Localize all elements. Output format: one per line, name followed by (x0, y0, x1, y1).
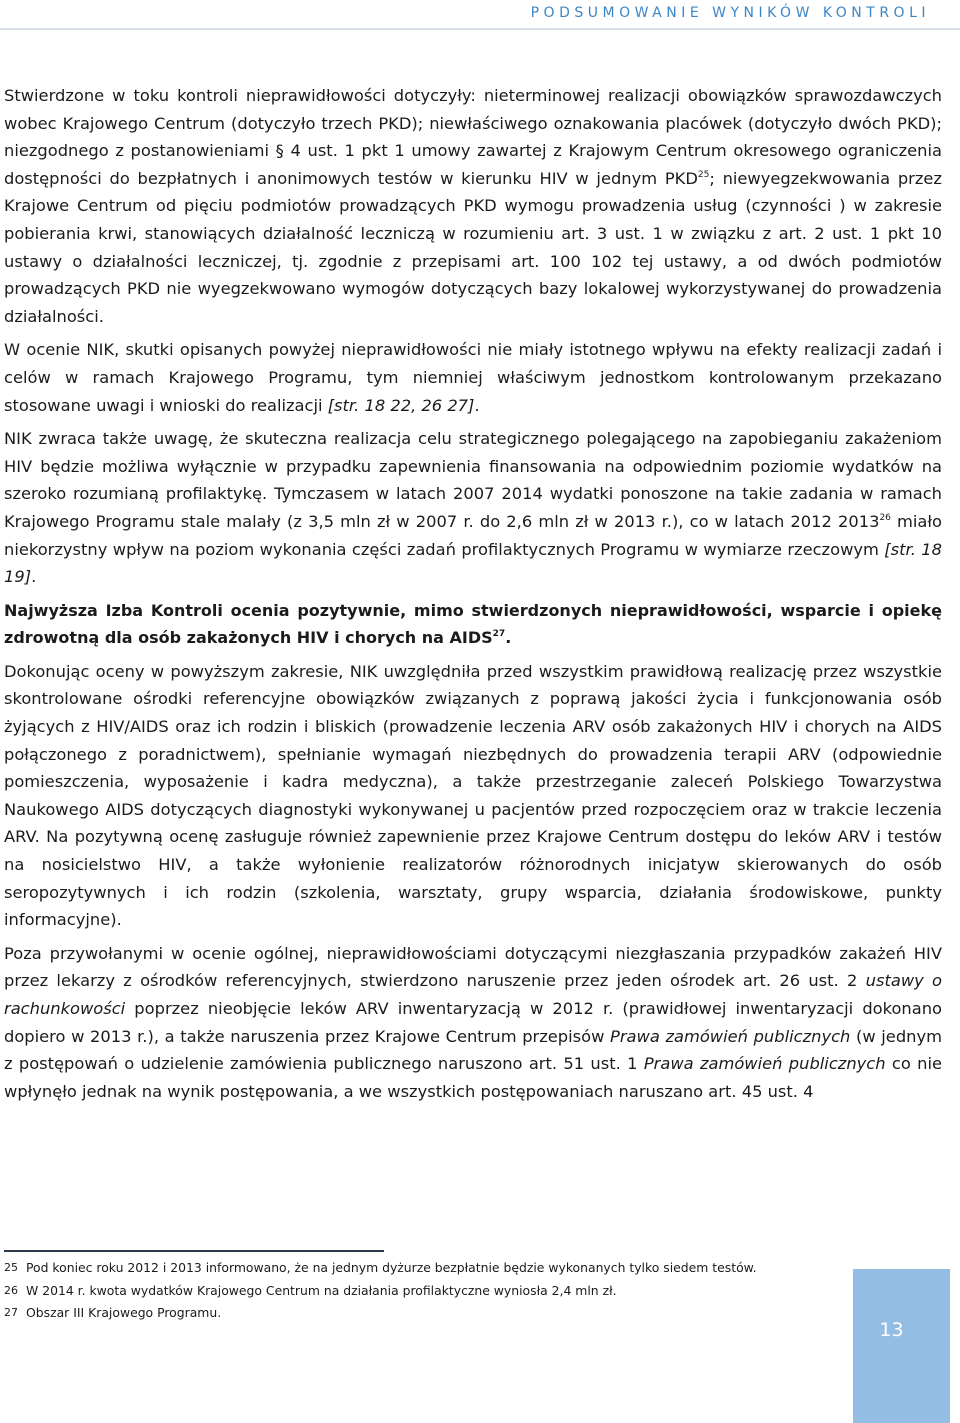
p4-text: Najwyższa Izba Kontroli ocenia pozytywnie, mimo stwierdzonych nieprawidłowości, wsparcie i opiekę zdrowotną dla osób zakażonych HIV i chorych na AIDS (4, 600, 942, 648)
p6-text-c: (w jednym z postępowań o udzielenie zamówienia publicznego naruszono art. 51 ust. 1 (4, 1026, 942, 1074)
p3-end: . (31, 567, 37, 587)
p6-italic-public-procurement-1: Prawa zamówień publicznych (610, 1026, 851, 1046)
p3-page-reference: [str. 18 19] (4, 539, 942, 587)
header-band (0, 0, 960, 30)
footnotes (4, 1250, 844, 1325)
footnote-divider (4, 1250, 384, 1252)
paragraph-nik-assessment (4, 336, 942, 419)
paragraph-other-violations (4, 940, 942, 1106)
paragraph-evaluation-details (4, 658, 942, 934)
paragraph-positive-assessment (4, 597, 942, 652)
footnote-text: Pod koniec roku 2012 i 2013 informowano, że na jednym dyżurze bezpłatnie będzie wykonanych tylko siedem testów. (26, 1260, 757, 1275)
running-header-title: PODSUMOWANIE WYNIKÓW KONTROLI (530, 5, 930, 21)
p2-end: . (474, 395, 480, 415)
page-number-box (853, 1269, 950, 1423)
p1-text-a: Stwierdzone w toku kontroli nieprawidłowości dotyczyły: nieterminowej realizacji obowiązków sprawozdawczych wobec Krajowego Centrum (dotyczyło trzech PKD); niewłaściwego oznakowania placówek (dotyczyło dwóch PKD); niezgodnego z postanowieniami § 4 ust. 1 pkt 1 umowy zawartej z Krajowym Centrum okresowego ograniczenia dostępności do bezpłatnych i anonimowych testów w kierunku HIV w jednym PKD (4, 86, 942, 188)
p3-text-a: NIK zwraca także uwagę, że skuteczna realizacja celu strategicznego polegającego na zapobieganiu zakażeniom HIV będzie możliwa wyłącznie w przypadku zapewnienia finansowania na odpowiednim poziomie wydatków na szeroko rozumianą profilaktykę. Tymczasem w latach 2007 2014 wydatki ponoszone na takie zadania w ramach Krajowego Programu stale malały (z 3,5 mln zł w 2007 r. do 2,6 mln zł w 2013 r.), co w latach 2012 2013 (4, 429, 942, 531)
main-content (4, 82, 942, 1111)
footnote-text: Obszar III Krajowego Programu. (26, 1305, 222, 1320)
p6-text-b: poprzez nieobjęcie leków ARV inwentaryzacją w 2012 r. (prawidłowej inwentaryzacji dokonano dopiero w 2013 r.), a także naruszenia przez Krajowe Centrum przepisów (4, 999, 942, 1046)
p6-text-a: Poza przywołanymi w ocenie ogólnej, nieprawidłowościami dotyczącymi niezgłaszania przypadków zakażeń HIV przez lekarzy z ośrodków referencyjnych, stwierdzono naruszenie przez jeden ośrodek art. 26 ust. 2 (4, 943, 942, 991)
footnote-number: 26 (4, 1283, 18, 1297)
footnote-27 (4, 1302, 844, 1325)
footnote-ref-26[interactable]: 26 (879, 512, 891, 523)
footnote-25 (4, 1257, 844, 1280)
footnote-text: W 2014 r. kwota wydatków Krajowego Centrum na działania profilaktyczne wyniosła 2,4 mln zł. (26, 1282, 617, 1298)
paragraph-irregularities (4, 82, 942, 330)
page-number: 13 (879, 1319, 904, 1341)
footnote-26 (4, 1280, 844, 1303)
p2-page-reference: [str. 18 22, 26 27] (327, 395, 475, 415)
footnote-number: 27 (4, 1306, 18, 1319)
paragraph-financing (4, 425, 942, 591)
p5-text: Dokonując oceny w powyższym zakresie, NIK uwzględniła przed wszystkim prawidłową realizację przez wszystkie skontrolowane ośrodki referencyjne obowiązków związanych z poprawą jakości życia i funkcjonowania osób żyjących z HIV/AIDS oraz ich rodzin i bliskich (prowadzenie leczenia ARV osób zakażonych HIV i chorych na AIDS połączonego z poradnictwem), spełnianie wymagań niezbędnych do prowadzenia terapii ARV (odpowiednie pomieszczenia, wyposażenie i kadra medyczna), a także przestrzeganie zaleceń Polskiego Towarzystwa Naukowego AIDS dotyczących diagnostyki wykonywanej u pacjentów przed rozpoczęciem oraz w trakcie leczenia ARV. Na pozytywną ocenę zasługuje również zapewnienie przez Krajowe Centrum dostępu do leków ARV i testów na nosicielstwo HIV, a także wyłonienie realizatorów różnorodnych inicjatyw skierowanych do osób seropozytywnych i ich rodzin (szkolenia, warsztaty, grupy wsparcia, działania środowiskowe, punkty informacyjne). (4, 661, 942, 930)
p1-text-b: ; niewyegzekwowania przez Krajowe Centrum od pięciu podmiotów prowadzących PKD wymogu prowadzenia usług (czynności ) w zakresie pobierania krwi, stanowiących działalność leczniczą w rozumieniu art. 3 ust. 1 w związku z art. 2 ust. 1 pkt 10 ustawy o działalności leczniczej, tj. zgodnie z przepisami art. 100 102 tej ustawy, a od dwóch podmiotów prowadzących PKD nie wyegzekwowano wymogów dotyczących bazy lokalowej wykorzystywanej do prowadzenia działalności. (4, 168, 942, 326)
footnote-ref-25[interactable]: 25 (697, 169, 710, 180)
footnote-number: 25 (4, 1261, 18, 1274)
p3-text-b: miało niekorzystny wpływ na poziom wykonania części zadań profilaktycznych Programu w wymiarze rzeczowym (4, 511, 942, 559)
p4-end: . (505, 628, 512, 648)
footnote-ref-27[interactable]: 27 (492, 629, 506, 640)
p6-italic-accounting-act: ustawy o rachunkowości (4, 971, 943, 1018)
p2-text: W ocenie NIK, skutki opisanych powyżej nieprawidłowości nie miały istotnego wpływu na efekty realizacji zadań i celów w ramach Krajowego Programu, tym niemniej właściwym jednostkom kontrolowanym przekazano stosowane uwagi i wnioski do realizacji (4, 340, 942, 415)
p6-text-d: co nie wpłynęło jednak na wynik postępowania, a we wszystkich postępowaniach naruszano art. 45 ust. 4 (4, 1054, 942, 1101)
p6-italic-public-procurement-2: Prawa zamówień publicznych (643, 1054, 886, 1074)
